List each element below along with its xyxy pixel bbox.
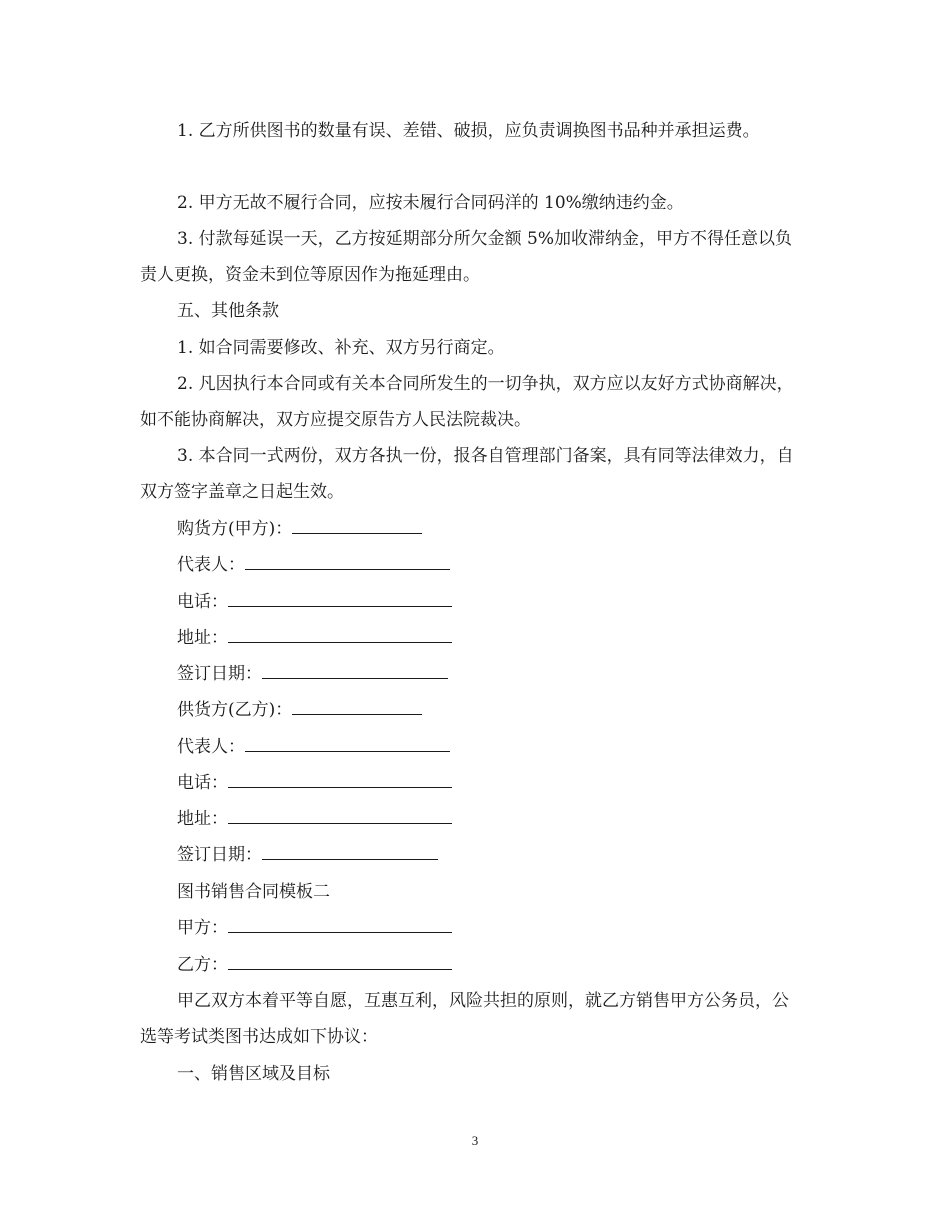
field-label: 地址：	[177, 809, 228, 829]
signature-field-phone-2	[177, 765, 452, 801]
field-label: 签订日期：	[177, 664, 262, 684]
blank-line	[292, 513, 422, 534]
blank-line	[292, 694, 422, 715]
signature-field-phone	[177, 584, 452, 620]
signature-field-representative	[177, 547, 450, 583]
paragraph-1: 1. 乙方所供图书的数量有误、差错、破损，应负责调换图书品种并承担运费。	[177, 121, 760, 141]
signature-field-supplier	[177, 692, 422, 728]
paragraph-6: 3. 本合同一式两份，双方各执一份，报各自管理部门备案，具有同等法律效力，自双方签字盖章之日起生效。	[140, 446, 794, 502]
blank-line	[228, 767, 452, 788]
field-label: 地址：	[177, 628, 228, 648]
blank-line	[245, 549, 450, 570]
field-label: 电话：	[177, 592, 228, 612]
template-title: 图书销售合同模板二	[177, 882, 330, 902]
blank-line	[262, 658, 448, 679]
signature-field-date	[177, 656, 448, 692]
section-heading-sales-region: 一、销售区域及目标	[177, 1064, 330, 1084]
field-label: 签订日期：	[177, 845, 262, 865]
blank-line	[228, 586, 452, 607]
signature-field-buyer	[177, 511, 422, 547]
agreement-intro: 甲乙双方本着平等自愿，互惠互利，风险共担的原则，就乙方销售甲方公务员，公选等考试类图书达成如下协议：	[140, 991, 789, 1047]
paragraph-5: 2. 凡因执行本合同或有关本合同所发生的一切争执，双方应以友好方式协商解决，如不能协商解决，双方应提交原告方人民法院裁决。	[140, 374, 794, 430]
blank-line	[228, 912, 452, 933]
section-heading-other-terms: 五、其他条款	[177, 301, 279, 321]
paragraph-4: 1. 如合同需要修改、补充、双方另行商定。	[177, 338, 505, 358]
field-label: 供货方(乙方)：	[177, 700, 293, 720]
signature-field-address	[177, 620, 452, 656]
signature-field-representative-2	[177, 729, 450, 765]
party-field-b	[177, 947, 452, 983]
paragraph-2: 2. 甲方无故不履行合同，应按未履行合同码洋的 10%缴纳违约金。	[177, 193, 684, 213]
field-label: 乙方：	[177, 955, 228, 975]
field-label: 购货方(甲方)：	[177, 519, 293, 539]
blank-line	[228, 949, 452, 970]
party-field-a	[177, 910, 452, 946]
field-label: 代表人：	[177, 737, 245, 757]
field-label: 甲方：	[177, 918, 228, 938]
blank-line	[262, 839, 438, 860]
blank-line	[228, 622, 452, 643]
page-number: 3	[471, 1133, 479, 1148]
field-label: 电话：	[177, 773, 228, 793]
paragraph-3: 3. 付款每延误一天，乙方按延期部分所欠金额 5%加收滞纳金，甲方不得任意以负责人更换，资金未到位等原因作为拖延理由。	[140, 229, 792, 285]
signature-field-address-2	[177, 801, 452, 837]
blank-line	[245, 731, 450, 752]
signature-field-date-2	[177, 837, 438, 873]
field-label: 代表人：	[177, 555, 245, 575]
blank-line	[228, 803, 452, 824]
